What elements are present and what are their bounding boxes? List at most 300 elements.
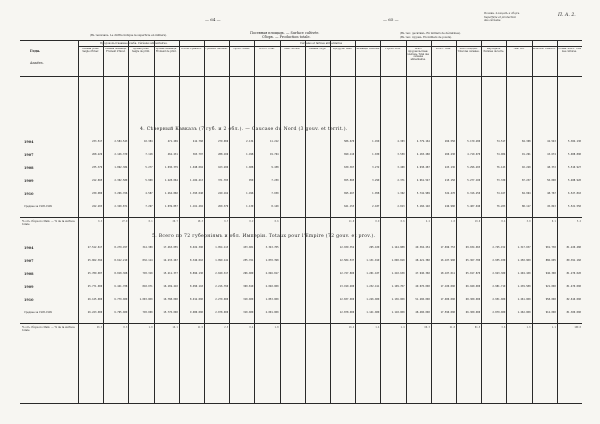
table-cell: 2.813 xyxy=(397,205,405,208)
table-cell: 81.220.480 xyxy=(566,246,581,249)
table-cell: 6.779.000 xyxy=(114,298,128,301)
table-cell: 7.030 xyxy=(271,192,279,195)
table-cell: 76.203 xyxy=(496,205,506,208)
ratio-cell: 1.8 xyxy=(274,326,279,329)
table-cell: 7.297 xyxy=(145,205,153,208)
row-year-label: 1910 xyxy=(24,298,34,302)
table-cell: 295.100 xyxy=(369,246,380,249)
table-cell: 12.878.000 xyxy=(339,311,355,314)
column-header: Ячмень. Orge. xyxy=(308,48,327,50)
units-right-2: (Въ тыс. пудовъ. En milliers de pouds). xyxy=(400,35,453,39)
table-cell: 5.179.280 xyxy=(467,140,481,143)
table-cell: 1.003.000 xyxy=(139,298,153,301)
ratio-cell: 5.2 xyxy=(577,220,581,223)
table-cell: 6.795.000 xyxy=(114,311,128,314)
table-cell: 66.940.000 xyxy=(465,285,481,288)
table-cell: 10.384 xyxy=(143,140,153,143)
table-cell: 51.200.000 xyxy=(415,298,430,301)
table-bottom-rule xyxy=(20,403,582,404)
table-cell: 296.009 xyxy=(243,272,254,275)
column-header: Чечевица. Lentilles. xyxy=(355,48,380,50)
ratio-cell: 0.9 xyxy=(375,220,380,223)
table-cell: 25.789.007 xyxy=(87,272,103,275)
table-cell: 43.674 xyxy=(547,153,556,156)
table-cell: 212.695 xyxy=(92,179,103,182)
table-cell: 8.279.457 xyxy=(114,246,128,249)
table-cell: 5.510.927 xyxy=(568,166,581,169)
ratio-cell: 60.3 xyxy=(424,326,430,329)
table-cell: 48.767 xyxy=(547,192,556,195)
column-header: Итого. Total. xyxy=(259,48,275,50)
table-cell: 1.058 xyxy=(372,192,380,195)
row-year-label: 1908 xyxy=(24,166,34,170)
table-cell: 18.107.011 xyxy=(440,272,455,275)
table-cell: 2.216.760 xyxy=(215,285,229,288)
table-cell: 80.391.160 xyxy=(566,259,581,262)
table-cell: 12.584.537 xyxy=(339,259,355,262)
table-cell: 2.371 xyxy=(397,179,405,182)
table-cell: 958.000 xyxy=(545,298,556,301)
section-rule xyxy=(20,323,582,324)
table-cell: 1.228.064 xyxy=(164,179,178,182)
table-cell: 260.230 xyxy=(444,153,455,156)
table-cell: 1.131.019 xyxy=(366,259,380,262)
row-year-label: 1907 xyxy=(24,259,34,263)
table-cell: 5.160.140 xyxy=(416,205,430,208)
table-cell: 912.000 xyxy=(545,311,556,314)
table-cell: 235.379 xyxy=(92,166,103,169)
table-cell: 14.233.267 xyxy=(163,259,178,262)
column-header: Всего продовольствен. хлебовъ. Total des céréales alimentaires. xyxy=(407,48,429,62)
table-cell: 1.136.000 xyxy=(391,298,405,301)
table-cell: 3.272 xyxy=(372,166,380,169)
table-cell: 66.300.000 xyxy=(465,311,481,314)
table-cell: 163.206 xyxy=(218,166,229,169)
table-cell: 5.296.203 xyxy=(467,166,481,169)
column-header: Яровая рожь. Seigle de print. xyxy=(132,48,150,53)
table-cell: 81.470.000 xyxy=(566,285,581,288)
row-year-label: Среднее за 1905-1909 xyxy=(24,205,52,208)
table-cell: 12.939.352 xyxy=(339,246,355,249)
table-cell: 16.107.900 xyxy=(440,259,455,262)
table-cell: 322.470 xyxy=(444,192,455,195)
ratio-cell: 2.4 xyxy=(425,220,430,223)
ratio-cell: 27.9 xyxy=(122,220,128,223)
column-header: Яровая пшеница. Froment de print. xyxy=(155,48,177,53)
ratio-cell: 1.0 xyxy=(451,220,455,223)
table-cell: 246.980 xyxy=(444,205,455,208)
table-cell: 1.498 xyxy=(246,153,254,156)
table-cell: 26.223.000 xyxy=(87,311,103,314)
table-cell: 49.070.000 xyxy=(415,285,430,288)
table-cell: 74.167 xyxy=(496,192,506,195)
table-title-2: Сборъ. — Production totale. xyxy=(262,35,311,39)
table-cell: 641.153 xyxy=(344,205,355,208)
table-cell: 471.269 xyxy=(167,140,178,143)
table-cell: 2.040.000 xyxy=(265,285,279,288)
table-cell: 3.290 xyxy=(372,179,380,182)
row-year-label: 1904 xyxy=(24,246,34,250)
ratio-cell: 19.9 xyxy=(474,220,481,223)
ratio-cell: 19.1 xyxy=(172,326,178,329)
table-cell: 5.521.550 xyxy=(568,205,581,208)
table-cell: 42.543 xyxy=(547,140,556,143)
table-cell: 3.559 xyxy=(397,153,405,156)
table-cell: 4.303 xyxy=(397,140,405,143)
table-cell: 1.232.411 xyxy=(366,285,380,288)
table-cell: 84.308 xyxy=(521,140,531,143)
table-cell: 586.670 xyxy=(344,140,355,143)
column-header: Всего хлебовъ. Total des céréales. xyxy=(457,48,480,53)
table-cell: 2.001.000 xyxy=(265,311,279,314)
ratio-cell: 6.3 xyxy=(98,220,103,223)
table-cell: 2.134 xyxy=(246,140,254,143)
table-cell: 1.317.037 xyxy=(517,246,531,249)
table-cell: 4.183.280 xyxy=(416,153,430,156)
table-cell: 81.270.020 xyxy=(566,272,581,275)
table-cell: 1.302 xyxy=(397,192,405,195)
table-cell: 690.110 xyxy=(344,153,355,156)
table-cell: 223.136 xyxy=(444,166,455,169)
table-cell: 462.231 xyxy=(167,153,178,156)
table-cell: 1.294.100 xyxy=(517,272,531,275)
table-cell: 1.039.857 xyxy=(164,205,178,208)
table-cell: 2.923.309 xyxy=(492,272,506,275)
table-cell: 1.496 xyxy=(246,192,254,195)
table-cell: 2.879.000 xyxy=(492,311,506,314)
ratio-cell: 16.2 xyxy=(348,326,355,329)
ratio-cell: 29.7 xyxy=(172,220,178,223)
table-cell: 1.262.000 xyxy=(517,311,531,314)
table-cell: 249.162 xyxy=(218,192,229,195)
table-cell: 2.302.580 xyxy=(114,179,128,182)
ratio-cell: 26.3 xyxy=(96,326,103,329)
corner-note-line2: Superficie et production xyxy=(484,15,517,19)
table-cell: 8.346.010 xyxy=(190,259,203,262)
table-cell: 4.961.547 xyxy=(416,179,430,182)
ratio-cell: 21.8 xyxy=(449,326,455,329)
table-cell: 5.008.890 xyxy=(568,153,581,156)
ratio-cell: 18.3 xyxy=(197,220,203,223)
table-cell: 1.048.004 xyxy=(190,166,203,169)
column-header: Озимая рожь. Seigle d'hiver. xyxy=(82,48,100,53)
table-cell: 5.488.920 xyxy=(568,179,581,182)
table-cell: 8.896.130 xyxy=(190,272,203,275)
section-title-empire: 5. Всего по 72 губерніямъ и обл. Имперіи. Totaux pour l'Empire (72 gouv. et prov.). xyxy=(152,234,376,239)
ratio-cell: 1.6 xyxy=(526,326,531,329)
table-cell: 4.710.070 xyxy=(467,153,481,156)
table-cell: 1.090.810 xyxy=(391,259,405,262)
table-cell: 1.210.630 xyxy=(391,272,405,275)
table-cell: 7.118 xyxy=(145,153,153,156)
ratio-cell: 1.4 xyxy=(400,326,405,329)
table-cell: 82.610.000 xyxy=(566,298,581,301)
table-top-rule xyxy=(20,40,582,41)
table-cell: 4.779.164 xyxy=(416,140,430,143)
table-cell: 17.590.000 xyxy=(440,311,455,314)
table-cell: 69.034.063 xyxy=(465,246,481,249)
table-cell: 832.114 xyxy=(142,259,153,262)
table-cell: 17.699.753 xyxy=(440,246,455,249)
column-header: Конопля. Chanvre. xyxy=(532,48,556,50)
table-cell: 25.771.000 xyxy=(87,285,103,288)
table-cell: 630.367 xyxy=(344,166,355,169)
table-cell: 2.340.871 xyxy=(114,205,128,208)
right-page-number: — 65 — xyxy=(383,17,399,22)
table-cell: 65.017.870 xyxy=(465,272,481,275)
column-header: Горохъ. Pois. xyxy=(385,48,401,50)
table-cell: 1.892.384 xyxy=(114,166,128,169)
table-cell: 1.853.000 xyxy=(265,298,279,301)
table-cell: 9.458 xyxy=(271,166,279,169)
table-cell: 1.226.000 xyxy=(366,298,380,301)
table-cell: 310.000 xyxy=(243,311,254,314)
table-cell: 84.994 xyxy=(521,192,531,195)
column-header: Посевн. всего. Total des cultures. xyxy=(557,48,582,53)
table-cell: 793.310 xyxy=(142,272,153,275)
table-cell: 1.144.888 xyxy=(391,246,405,249)
table-cell: 7.259 xyxy=(271,179,279,182)
table-cell: 17.100.000 xyxy=(440,285,455,288)
table-cell: 222.203 xyxy=(92,205,103,208)
table-cell: 26.125.000 xyxy=(87,298,103,301)
column-divider xyxy=(280,40,281,403)
table-cell: 1.184.413 xyxy=(190,179,203,182)
table-cell: 695.467 xyxy=(344,192,355,195)
table-cell: 12.727.800 xyxy=(339,272,355,275)
table-cell: 76.143 xyxy=(496,166,506,169)
table-cell: 8.818.368 xyxy=(114,272,128,275)
table-cell: 50.090 xyxy=(547,179,556,182)
table-cell: 6.316.250 xyxy=(467,192,481,195)
table-cell: 433.001 xyxy=(243,246,254,249)
table-cell: 92.220 xyxy=(521,166,531,169)
table-cell: 1.870.398 xyxy=(265,259,279,262)
column-header: Лен. Lin. xyxy=(513,48,525,50)
table-cell: 8.912.000 xyxy=(190,298,203,301)
table-cell: 655.895 xyxy=(344,179,355,182)
ratio-cell: 0.1 xyxy=(551,220,556,223)
table-cell: 45.843 xyxy=(547,205,556,208)
table-cell: 12.837.000 xyxy=(339,298,355,301)
ratio-cell: 1.0 xyxy=(148,326,153,329)
table-cell: 1.450 xyxy=(372,140,380,143)
table-cell: 15.770.000 xyxy=(163,311,178,314)
table-cell: 27.512.617 xyxy=(87,246,103,249)
table-cell: 2.146.379 xyxy=(114,153,128,156)
table-cell: 1.008 xyxy=(246,166,254,169)
table-cell: 371.703 xyxy=(218,179,229,182)
table-cell: 5.742.989 xyxy=(416,192,430,195)
table-cell: 950 xyxy=(249,179,254,182)
table-cell: 73.330 xyxy=(496,179,506,182)
table-cell: 68.300.000 xyxy=(465,298,481,301)
table-cell: 87.237 xyxy=(521,179,531,182)
ratio-cell: 11.5 xyxy=(197,326,203,329)
table-cell: 1.139 xyxy=(246,205,254,208)
corner-code: П. А. 2. xyxy=(558,13,576,18)
table-cell: 9.080.000 xyxy=(190,311,203,314)
table-cell: 17.000.000 xyxy=(440,298,455,301)
table-cell: 818.071 xyxy=(142,285,153,288)
group-label-2: Céréales et farines alimentaires xyxy=(300,42,343,45)
table-cell: 8.612.210 xyxy=(114,259,128,262)
table-cell: 8.140 xyxy=(271,205,279,208)
ratio-label: % отъ сбора по Имп. — % de la surface totale xyxy=(22,220,75,226)
ratio-cell: 0.2 xyxy=(249,220,254,223)
table-cell: 314.389 xyxy=(142,246,153,249)
units-right-1: (Въ тыс. десятинъ. En milliers de déciatines). xyxy=(400,32,461,35)
table-cell: 1.030.379 xyxy=(164,166,178,169)
table-title: Посевная площадь. — Surface cultivée. xyxy=(250,31,320,35)
ratio-cell: 1.4 xyxy=(375,326,380,329)
column-header: Полба. Épeautre. xyxy=(181,48,202,50)
table-cell: 3.400 xyxy=(397,166,405,169)
table-cell: 946.300 xyxy=(545,272,556,275)
table-cell: 6.441.708 xyxy=(114,285,128,288)
table-cell: 1.030 xyxy=(372,153,380,156)
table-cell: 48.421.380 xyxy=(415,259,430,262)
table-cell: 1.161.402 xyxy=(190,205,203,208)
ratio-cell: 81.5 xyxy=(474,326,481,329)
ratio-cell: 2.5 xyxy=(224,326,229,329)
ratio-cell: 100.0 xyxy=(574,326,581,329)
ratio-cell: 0.6 xyxy=(400,220,405,223)
row-year-label: 1907 xyxy=(24,153,34,157)
table-cell: 19.764 xyxy=(269,153,279,156)
table-cell: 230.980 xyxy=(92,192,103,195)
table-cell: 793.000 xyxy=(142,311,153,314)
table-cell: 3.343.705 xyxy=(265,246,279,249)
table-cell: 48.372 xyxy=(547,166,556,169)
header-bottom-rule xyxy=(20,76,582,77)
table-cell: 2.584.543 xyxy=(114,140,128,143)
table-cell: 901.738 xyxy=(545,246,556,249)
table-cell: 74.517 xyxy=(496,140,506,143)
section-rule xyxy=(20,217,582,218)
table-cell: 268.229 xyxy=(92,153,103,156)
year-header-fr: Années. xyxy=(30,61,44,65)
table-cell: 17.463.055 xyxy=(163,246,178,249)
row-year-label: 1908 xyxy=(24,272,34,276)
ratio-cell: 11.0 xyxy=(348,220,355,223)
table-cell: 6.527.810 xyxy=(568,192,581,195)
column-divider xyxy=(305,40,306,403)
column-header: Озимая пшеница. Froment d'hiver. xyxy=(104,48,127,53)
table-cell: 1.999.141 xyxy=(215,259,229,262)
left-page-number: — 64 — xyxy=(205,17,221,22)
section-title-caucasus: 4. Сѣверный Кавказъ (7 губ. и 2 обл.). — Caucase du Nord (3 gouv. et territ.). xyxy=(140,127,348,132)
row-year-label: 1909 xyxy=(24,285,34,289)
ratio-cell: 1.1 xyxy=(551,326,556,329)
table-cell: 1.261.000 xyxy=(517,298,531,301)
table-cell: 266.550 xyxy=(444,140,455,143)
column-header: Просо. Millet. xyxy=(233,48,251,50)
column-header: Итого. Total. xyxy=(435,48,451,50)
table-cell: 215.150 xyxy=(444,179,455,182)
table-cell: 1.141.000 xyxy=(366,311,380,314)
table-cell: 2.187 xyxy=(372,205,380,208)
ratio-cell: 0.4 xyxy=(249,326,254,329)
table-cell: 363.797 xyxy=(192,153,203,156)
column-header: Кукуруза. Maïs. xyxy=(333,48,353,50)
table-cell: 16.788.000 xyxy=(163,298,178,301)
table-cell: 2.040.317 xyxy=(215,272,229,275)
table-cell: 255.761 xyxy=(243,259,254,262)
table-cell: 3.296.766 xyxy=(114,192,128,195)
ratio-cell: 0.1 xyxy=(148,220,153,223)
table-cell: 48.400.000 xyxy=(415,311,430,314)
table-cell: 1.264.860 xyxy=(164,192,178,195)
ratio-cell: 8.4 xyxy=(501,220,506,223)
table-cell: 260.379 xyxy=(218,205,229,208)
table-cell: 412.768 xyxy=(192,140,203,143)
table-cell: 5.909 xyxy=(145,179,153,182)
table-cell: 25.062.394 xyxy=(87,259,103,262)
table-cell: 2.270.000 xyxy=(215,298,229,301)
table-cell: 16.169.410 xyxy=(163,285,178,288)
table-cell: 5.277.100 xyxy=(467,179,481,182)
table-cell: 310.000 xyxy=(243,298,254,301)
row-year-label: 1909 xyxy=(24,179,34,183)
table-cell: 47.940.360 xyxy=(415,272,430,275)
table-cell: 5.407.040 xyxy=(467,205,481,208)
table-cell: 1.201.107 xyxy=(366,272,380,275)
table-cell: 1.239.580 xyxy=(517,285,531,288)
table-cell: 8.922.390 xyxy=(190,246,203,249)
table-cell: 65.367.780 xyxy=(465,259,481,262)
table-cell: 49.304.254 xyxy=(415,246,430,249)
table-cell: 4.938.487 xyxy=(416,166,430,169)
table-cell: 2.981.710 xyxy=(492,285,506,288)
table-cell: 233.517 xyxy=(92,140,103,143)
table-cell: 91.291 xyxy=(521,153,531,156)
row-year-label: 1910 xyxy=(24,192,34,196)
table-cell: 2.745.152 xyxy=(492,246,506,249)
table-cell: 1.118.000 xyxy=(391,311,405,314)
table-cell: 1.395.048 xyxy=(190,192,203,195)
table-cell: 2.046.817 xyxy=(265,272,279,275)
table-cell: 369.810 xyxy=(243,285,254,288)
table-cell: 5.277 xyxy=(145,166,153,169)
table-cell: 2.955.930 xyxy=(492,259,506,262)
table-cell: 88.117 xyxy=(521,205,531,208)
table-cell: 13.190.480 xyxy=(339,285,355,288)
table-cell: 886.605 xyxy=(545,259,556,262)
group-label: Продовольственные хлеба. Céréales alimentaires. xyxy=(100,42,168,45)
row-year-label: Среднее за 1905-1909 xyxy=(24,311,52,314)
table-cell: 4.587 xyxy=(145,192,153,195)
table-cell: 81.300.000 xyxy=(566,311,581,314)
table-cell: 1.954.113 xyxy=(215,246,229,249)
ratio-cell: 0.6 xyxy=(274,220,279,223)
table-cell: 288.169 xyxy=(218,153,229,156)
column-header: Картофель. Pommes de terre. xyxy=(483,48,505,53)
ratio-cell: 3.6 xyxy=(501,326,506,329)
units-left: (Въ тысячахъ. Le chiffre indique la superficie en milliers). xyxy=(90,34,167,37)
table-cell: 8.990.118 xyxy=(190,285,203,288)
corner-note-line1: Посевн. площадь и сборъ. xyxy=(484,12,520,15)
table-cell: 921.000 xyxy=(545,285,556,288)
year-header-ru: Года. xyxy=(30,49,41,53)
column-header: Гречиха. Sarrasin. xyxy=(205,48,228,50)
table-cell: 1.250.909 xyxy=(517,259,531,262)
table-cell: 1.109.707 xyxy=(391,285,405,288)
table-cell: 74.904 xyxy=(496,153,506,156)
table-cell: 15.211.377 xyxy=(163,272,178,275)
table-cell: 279.069 xyxy=(218,140,229,143)
ratio-label: % отъ сбора по Имп. — % de la surface totale xyxy=(22,326,75,332)
